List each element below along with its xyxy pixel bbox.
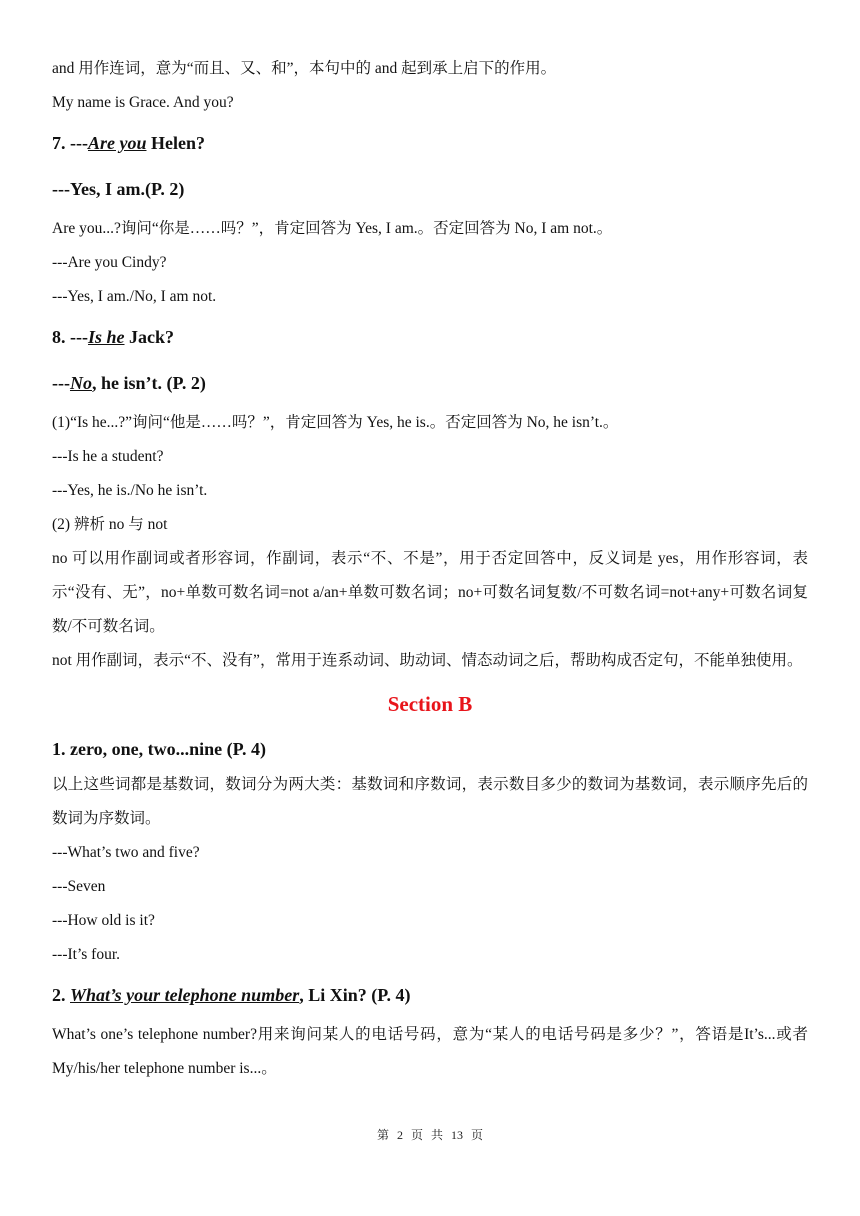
example-sentence: ---It’s four. xyxy=(52,946,121,963)
paragraph: 以上这些词都是基数词，数词分为两大类：基数词和序数词，表示数目多少的数词为基数词，表示顺序先后的数词为序数词。 xyxy=(52,776,808,827)
paragraph: no 可以用作副词或者形容词，作副词，表示“不、不是”，用于否定回答中，反义词是 yes，用作形容词，表示“没有、无”，no+单数可数名词=not a/an+单数可数名词；no+可数名词复数/不可数名词=not+any+可数名词复数/不可数名词。 xyxy=(52,550,808,635)
heading-text: , he isn’t. (P. 2) xyxy=(91,373,206,393)
underlined-phrase: What’s your telephone number xyxy=(70,985,300,1005)
section-b-item-2-heading xyxy=(52,972,808,1018)
subheading: (2) 辨析 no 与 not xyxy=(52,516,168,533)
section-title: Section B xyxy=(387,692,473,716)
example-sentence: My name is Grace. And you? xyxy=(52,94,234,111)
underlined-phrase: Is he xyxy=(87,327,125,347)
total-pages: 13 xyxy=(451,1128,464,1142)
question-8-answer xyxy=(52,360,808,406)
section-b-item-1-heading: 1. zero, one, two...nine (P. 4) xyxy=(52,739,266,759)
footer-text: 页 xyxy=(410,1128,423,1142)
dash-prefix: --- xyxy=(52,373,70,393)
paragraph: What’s one’s telephone number?用来询问某人的电话号码，意为“某人的电话号码是多少？”，答语是It’s...或者 My/his/her telephone number is...。 xyxy=(52,1026,808,1077)
question-number: 7. --- xyxy=(52,133,88,153)
footer-text: 第 xyxy=(376,1128,389,1142)
example-sentence: ---How old is it? xyxy=(52,912,155,929)
question-number: 2. xyxy=(52,985,70,1005)
heading-text: Jack? xyxy=(124,327,174,347)
underlined-phrase: Are you xyxy=(87,133,147,153)
heading-text: Helen? xyxy=(146,133,205,153)
question-8-heading xyxy=(52,314,808,360)
paragraph: (1)“Is he...?”询问“他是……吗？”，肯定回答为 Yes, he is.。否定回答为 No, he isn’t.。 xyxy=(52,414,619,431)
example-sentence: ---What’s two and five? xyxy=(52,844,200,861)
example-sentence: ---Seven xyxy=(52,878,106,895)
page-footer xyxy=(0,1126,860,1143)
heading-text: , Li Xin? (P. 4) xyxy=(299,985,411,1005)
page-number: 2 xyxy=(396,1128,403,1142)
example-sentence: ---Are you Cindy? xyxy=(52,254,167,271)
example-sentence: ---Yes, I am./No, I am not. xyxy=(52,288,217,305)
example-sentence: ---Yes, he is./No he isn’t. xyxy=(52,482,208,499)
footer-text: 共 xyxy=(431,1128,444,1142)
paragraph: not 用作副词，表示“不、没有”，常用于连系动词、助动词、情态动词之后，帮助构成否定句，不能单独使用。 xyxy=(52,652,803,669)
underlined-phrase: No xyxy=(69,373,92,393)
footer-text: 页 xyxy=(471,1128,484,1142)
paragraph: Are you...?询问“你是……吗？”，肯定回答为 Yes, I am.。否定回答为 No, I am not.。 xyxy=(52,220,613,237)
example-sentence: ---Is he a student? xyxy=(52,448,164,465)
paragraph: and 用作连词，意为“而且、又、和”，本句中的 and 起到承上启下的作用。 xyxy=(52,60,557,77)
question-7-heading xyxy=(52,120,808,166)
question-number: 8. --- xyxy=(52,327,88,347)
document-page xyxy=(52,0,808,1086)
question-7-answer: ---Yes, I am.(P. 2) xyxy=(52,179,185,199)
